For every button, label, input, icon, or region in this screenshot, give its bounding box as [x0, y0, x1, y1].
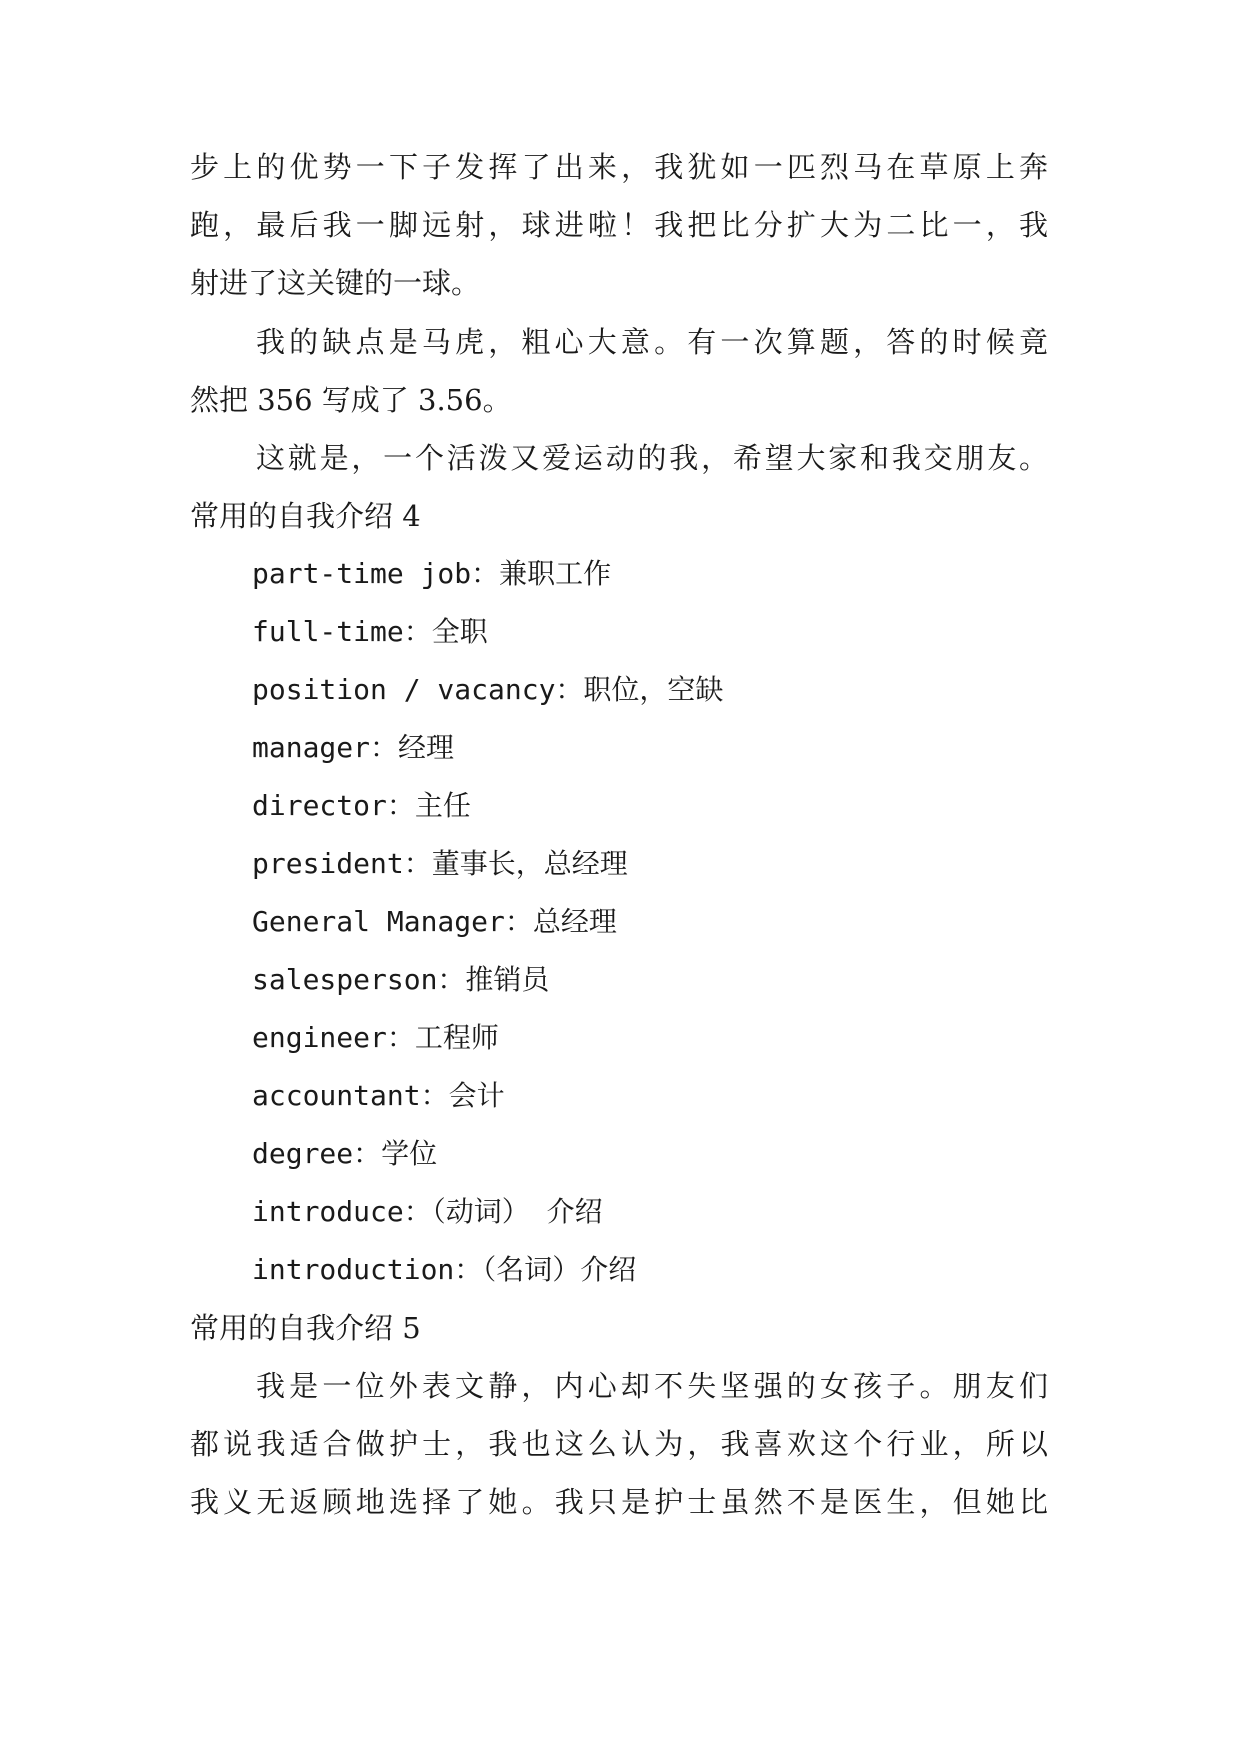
paragraph-line: 步上的优势一下子发挥了出来，我犹如一匹烈马在草原上奔	[190, 150, 1048, 184]
vocab-item: salesperson：推销员	[252, 963, 550, 996]
paragraph-line: 都说我适合做护士，我也这么认为，我喜欢这个行业，所以	[190, 1427, 1048, 1461]
vocab-item: full-time：全职	[252, 615, 488, 648]
vocab-item: accountant：会计	[252, 1079, 505, 1112]
paragraph-line: 我是一位外表文静，内心却不失坚强的女孩子。朋友们	[256, 1369, 1048, 1403]
paragraph-line: 然把 356 写成了 3.56。	[190, 383, 512, 417]
vocab-item: introduction：（名词）介绍	[252, 1253, 637, 1286]
vocab-item: degree：学位	[252, 1137, 438, 1170]
paragraph-line: 射进了这关键的一球。	[190, 266, 481, 300]
paragraph-line: 我义无返顾地选择了她。我只是护士虽然不是医生，但她比	[190, 1485, 1048, 1519]
paragraph-line: 跑，最后我一脚远射，球进啦！我把比分扩大为二比一，我	[190, 208, 1048, 242]
vocab-item: manager：经理	[252, 731, 455, 764]
vocab-item: General Manager：总经理	[252, 905, 617, 938]
paragraph-line: 我的缺点是马虎，粗心大意。有一次算题，答的时候竟	[256, 325, 1048, 359]
vocab-item: engineer：工程师	[252, 1021, 499, 1054]
section-heading: 常用的自我介绍 5	[190, 1311, 421, 1345]
section-heading: 常用的自我介绍 4	[190, 499, 421, 533]
vocab-item: director：主任	[252, 789, 471, 822]
paragraph-line: 这就是，一个活泼又爱运动的我，希望大家和我交朋友。	[256, 441, 1048, 475]
vocab-item: part-time job：兼职工作	[252, 557, 612, 590]
vocab-item: president：董事长，总经理	[252, 847, 628, 880]
vocab-item: introduce：（动词） 介绍	[252, 1195, 603, 1228]
vocab-item: position / vacancy：职位，空缺	[252, 673, 724, 706]
